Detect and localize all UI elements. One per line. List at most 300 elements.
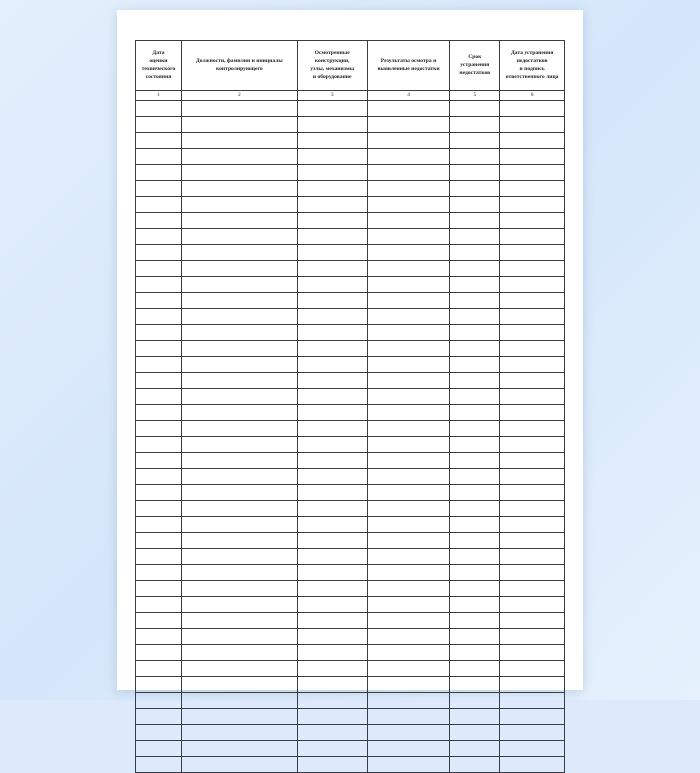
table-cell[interactable] xyxy=(500,309,565,325)
table-cell[interactable] xyxy=(367,165,450,181)
table-cell[interactable] xyxy=(297,709,367,725)
table-cell[interactable] xyxy=(500,725,565,741)
table-cell[interactable] xyxy=(450,645,500,661)
table-cell[interactable] xyxy=(450,453,500,469)
table-cell[interactable] xyxy=(297,437,367,453)
table-cell[interactable] xyxy=(450,245,500,261)
table-cell[interactable] xyxy=(181,181,297,197)
table-cell[interactable] xyxy=(136,133,182,149)
table-cell[interactable] xyxy=(181,533,297,549)
table-cell[interactable] xyxy=(367,261,450,277)
table-cell[interactable] xyxy=(181,117,297,133)
table-row[interactable] xyxy=(136,357,565,373)
table-cell[interactable] xyxy=(367,245,450,261)
table-cell[interactable] xyxy=(297,565,367,581)
table-cell[interactable] xyxy=(297,101,367,117)
table-cell[interactable] xyxy=(136,501,182,517)
table-cell[interactable] xyxy=(181,309,297,325)
table-cell[interactable] xyxy=(181,597,297,613)
table-row[interactable] xyxy=(136,293,565,309)
table-cell[interactable] xyxy=(450,661,500,677)
table-cell[interactable] xyxy=(297,421,367,437)
table-cell[interactable] xyxy=(367,181,450,197)
table-cell[interactable] xyxy=(450,101,500,117)
table-cell[interactable] xyxy=(136,213,182,229)
table-cell[interactable] xyxy=(181,565,297,581)
table-cell[interactable] xyxy=(500,661,565,677)
table-cell[interactable] xyxy=(450,677,500,693)
table-cell[interactable] xyxy=(297,693,367,709)
table-cell[interactable] xyxy=(367,405,450,421)
table-cell[interactable] xyxy=(297,741,367,757)
table-cell[interactable] xyxy=(450,213,500,229)
table-cell[interactable] xyxy=(450,629,500,645)
table-cell[interactable] xyxy=(297,117,367,133)
table-cell[interactable] xyxy=(367,213,450,229)
table-cell[interactable] xyxy=(450,501,500,517)
table-cell[interactable] xyxy=(297,197,367,213)
table-cell[interactable] xyxy=(181,341,297,357)
table-row[interactable] xyxy=(136,309,565,325)
table-cell[interactable] xyxy=(136,661,182,677)
table-cell[interactable] xyxy=(500,277,565,293)
table-cell[interactable] xyxy=(367,373,450,389)
table-cell[interactable] xyxy=(136,581,182,597)
table-cell[interactable] xyxy=(181,645,297,661)
table-cell[interactable] xyxy=(367,389,450,405)
table-cell[interactable] xyxy=(136,645,182,661)
table-row[interactable] xyxy=(136,389,565,405)
table-cell[interactable] xyxy=(297,469,367,485)
table-cell[interactable] xyxy=(181,501,297,517)
table-cell[interactable] xyxy=(500,741,565,757)
table-cell[interactable] xyxy=(450,757,500,773)
table-cell[interactable] xyxy=(181,149,297,165)
table-cell[interactable] xyxy=(181,629,297,645)
table-cell[interactable] xyxy=(450,117,500,133)
table-cell[interactable] xyxy=(136,293,182,309)
table-header xyxy=(136,41,565,101)
table-row[interactable] xyxy=(136,645,565,661)
table-cell[interactable] xyxy=(181,101,297,117)
table-row[interactable] xyxy=(136,757,565,773)
table-cell[interactable] xyxy=(181,693,297,709)
table-cell[interactable] xyxy=(136,229,182,245)
table-cell[interactable] xyxy=(450,421,500,437)
table-cell[interactable] xyxy=(450,549,500,565)
table-cell[interactable] xyxy=(136,421,182,437)
table-cell[interactable] xyxy=(500,469,565,485)
table-cell[interactable] xyxy=(367,453,450,469)
table-row[interactable] xyxy=(136,149,565,165)
table-cell[interactable] xyxy=(367,677,450,693)
table-row[interactable] xyxy=(136,325,565,341)
table-cell[interactable] xyxy=(297,389,367,405)
table-cell[interactable] xyxy=(181,581,297,597)
table-cell[interactable] xyxy=(450,357,500,373)
table-cell[interactable] xyxy=(450,437,500,453)
table-cell[interactable] xyxy=(297,261,367,277)
table-cell[interactable] xyxy=(367,709,450,725)
table-cell[interactable] xyxy=(500,261,565,277)
table-cell[interactable] xyxy=(181,709,297,725)
table-cell[interactable] xyxy=(297,629,367,645)
table-cell[interactable] xyxy=(136,405,182,421)
table-cell[interactable] xyxy=(450,261,500,277)
table-row[interactable] xyxy=(136,677,565,693)
table-cell[interactable] xyxy=(297,613,367,629)
table-row[interactable] xyxy=(136,277,565,293)
table-cell[interactable] xyxy=(297,533,367,549)
table-cell[interactable] xyxy=(450,693,500,709)
table-cell[interactable] xyxy=(367,101,450,117)
table-cell[interactable] xyxy=(367,229,450,245)
table-cell[interactable] xyxy=(367,357,450,373)
table-row[interactable] xyxy=(136,517,565,533)
table-cell[interactable] xyxy=(367,613,450,629)
table-cell[interactable] xyxy=(297,357,367,373)
table-row[interactable] xyxy=(136,709,565,725)
table-cell[interactable] xyxy=(450,581,500,597)
table-cell[interactable] xyxy=(136,181,182,197)
table-cell[interactable] xyxy=(297,149,367,165)
table-cell[interactable] xyxy=(136,485,182,501)
table-cell[interactable] xyxy=(450,229,500,245)
table-cell[interactable] xyxy=(367,517,450,533)
table-cell[interactable] xyxy=(450,181,500,197)
table-cell[interactable] xyxy=(181,437,297,453)
table-row[interactable] xyxy=(136,437,565,453)
table-cell[interactable] xyxy=(136,373,182,389)
table-cell[interactable] xyxy=(500,405,565,421)
table-cell[interactable] xyxy=(136,597,182,613)
table-cell[interactable] xyxy=(297,453,367,469)
table-cell[interactable] xyxy=(450,533,500,549)
table-cell[interactable] xyxy=(500,629,565,645)
table-cell[interactable] xyxy=(450,565,500,581)
table-cell[interactable] xyxy=(181,229,297,245)
table-cell[interactable] xyxy=(500,517,565,533)
table-cell[interactable] xyxy=(367,757,450,773)
table-cell[interactable] xyxy=(367,661,450,677)
table-cell[interactable] xyxy=(500,581,565,597)
table-cell[interactable] xyxy=(367,149,450,165)
table-row[interactable] xyxy=(136,501,565,517)
table-row[interactable] xyxy=(136,213,565,229)
table-cell[interactable] xyxy=(181,133,297,149)
table-cell[interactable] xyxy=(500,181,565,197)
table-cell[interactable] xyxy=(181,549,297,565)
table-cell[interactable] xyxy=(500,389,565,405)
table-cell[interactable] xyxy=(367,725,450,741)
table-cell[interactable] xyxy=(367,309,450,325)
table-row[interactable] xyxy=(136,693,565,709)
table-row[interactable] xyxy=(136,133,565,149)
table-cell[interactable] xyxy=(500,757,565,773)
table-cell[interactable] xyxy=(181,277,297,293)
table-cell[interactable] xyxy=(450,469,500,485)
table-cell[interactable] xyxy=(450,405,500,421)
table-cell[interactable] xyxy=(136,613,182,629)
table-cell[interactable] xyxy=(297,677,367,693)
table-cell[interactable] xyxy=(136,357,182,373)
table-cell[interactable] xyxy=(136,741,182,757)
table-cell[interactable] xyxy=(500,501,565,517)
table-cell[interactable] xyxy=(136,709,182,725)
table-cell[interactable] xyxy=(297,325,367,341)
table-cell[interactable] xyxy=(450,709,500,725)
table-cell[interactable] xyxy=(136,677,182,693)
table-cell[interactable] xyxy=(297,645,367,661)
table-cell[interactable] xyxy=(181,197,297,213)
table-cell[interactable] xyxy=(181,389,297,405)
table-cell[interactable] xyxy=(181,357,297,373)
table-cell[interactable] xyxy=(136,725,182,741)
table-row[interactable] xyxy=(136,421,565,437)
table-cell[interactable] xyxy=(500,453,565,469)
table-cell[interactable] xyxy=(181,293,297,309)
table-row[interactable] xyxy=(136,197,565,213)
table-cell[interactable] xyxy=(136,117,182,133)
table-cell[interactable] xyxy=(367,293,450,309)
table-cell[interactable] xyxy=(136,325,182,341)
header-line: технического xyxy=(141,66,176,72)
table-cell[interactable] xyxy=(181,661,297,677)
table-cell[interactable] xyxy=(450,725,500,741)
table-cell[interactable] xyxy=(450,613,500,629)
table-cell[interactable] xyxy=(500,485,565,501)
table-cell[interactable] xyxy=(297,133,367,149)
table-cell[interactable] xyxy=(450,133,500,149)
table-cell[interactable] xyxy=(450,597,500,613)
table-cell[interactable] xyxy=(450,293,500,309)
table-cell[interactable] xyxy=(367,501,450,517)
table-cell[interactable] xyxy=(500,325,565,341)
table-cell[interactable] xyxy=(297,501,367,517)
table-cell[interactable] xyxy=(450,485,500,501)
table-cell[interactable] xyxy=(181,613,297,629)
table-cell[interactable] xyxy=(500,245,565,261)
table-cell[interactable] xyxy=(500,165,565,181)
table-cell[interactable] xyxy=(297,341,367,357)
table-cell[interactable] xyxy=(500,117,565,133)
table-row[interactable] xyxy=(136,117,565,133)
table-cell[interactable] xyxy=(297,757,367,773)
table-cell[interactable] xyxy=(136,549,182,565)
table-cell[interactable] xyxy=(450,389,500,405)
table-cell[interactable] xyxy=(367,341,450,357)
table-cell[interactable] xyxy=(367,565,450,581)
table-cell[interactable] xyxy=(500,229,565,245)
table-cell[interactable] xyxy=(136,757,182,773)
table-cell[interactable] xyxy=(500,709,565,725)
table-cell[interactable] xyxy=(500,677,565,693)
table-cell[interactable] xyxy=(181,405,297,421)
table-row[interactable] xyxy=(136,101,565,117)
table-cell[interactable] xyxy=(297,309,367,325)
table-row[interactable] xyxy=(136,405,565,421)
table-row[interactable] xyxy=(136,629,565,645)
table-cell[interactable] xyxy=(367,693,450,709)
table-row[interactable] xyxy=(136,661,565,677)
table-cell[interactable] xyxy=(297,485,367,501)
table-row[interactable] xyxy=(136,725,565,741)
table-row[interactable] xyxy=(136,165,565,181)
table-cell[interactable] xyxy=(136,341,182,357)
table-cell[interactable] xyxy=(450,309,500,325)
table-cell[interactable] xyxy=(367,549,450,565)
table-cell[interactable] xyxy=(181,677,297,693)
table-cell[interactable] xyxy=(450,165,500,181)
table-cell[interactable] xyxy=(367,629,450,645)
table-cell[interactable] xyxy=(367,117,450,133)
table-cell[interactable] xyxy=(500,373,565,389)
table-cell[interactable] xyxy=(367,133,450,149)
table-cell[interactable] xyxy=(367,581,450,597)
table-row[interactable] xyxy=(136,581,565,597)
table-cell[interactable] xyxy=(136,245,182,261)
table-cell[interactable] xyxy=(181,453,297,469)
table-cell[interactable] xyxy=(136,693,182,709)
table-row[interactable] xyxy=(136,341,565,357)
table-cell[interactable] xyxy=(181,469,297,485)
table-cell[interactable] xyxy=(297,373,367,389)
table-cell[interactable] xyxy=(500,437,565,453)
table-cell[interactable] xyxy=(136,437,182,453)
table-row[interactable] xyxy=(136,373,565,389)
table-cell[interactable] xyxy=(297,181,367,197)
table-cell[interactable] xyxy=(450,373,500,389)
table-cell[interactable] xyxy=(297,517,367,533)
table-cell[interactable] xyxy=(181,165,297,181)
table-cell[interactable] xyxy=(136,277,182,293)
table-cell[interactable] xyxy=(450,341,500,357)
table-cell[interactable] xyxy=(181,485,297,501)
table-cell[interactable] xyxy=(367,197,450,213)
table-row[interactable] xyxy=(136,229,565,245)
table-cell[interactable] xyxy=(367,421,450,437)
table-row[interactable] xyxy=(136,453,565,469)
table-cell[interactable] xyxy=(136,309,182,325)
table-cell[interactable] xyxy=(136,565,182,581)
table-cell[interactable] xyxy=(297,549,367,565)
table-cell[interactable] xyxy=(136,101,182,117)
table-cell[interactable] xyxy=(367,533,450,549)
table-cell[interactable] xyxy=(367,645,450,661)
table-cell[interactable] xyxy=(450,517,500,533)
table-cell[interactable] xyxy=(500,213,565,229)
table-cell[interactable] xyxy=(136,469,182,485)
table-cell[interactable] xyxy=(181,757,297,773)
table-row[interactable] xyxy=(136,613,565,629)
table-cell[interactable] xyxy=(136,149,182,165)
table-cell[interactable] xyxy=(500,597,565,613)
table-cell[interactable] xyxy=(450,741,500,757)
header-line: состояния xyxy=(145,74,172,81)
table-row[interactable] xyxy=(136,533,565,549)
table-cell[interactable] xyxy=(367,277,450,293)
table-cell[interactable] xyxy=(297,597,367,613)
table-row[interactable] xyxy=(136,181,565,197)
table-cell[interactable] xyxy=(136,197,182,213)
table-row[interactable] xyxy=(136,245,565,261)
table-cell[interactable] xyxy=(136,629,182,645)
table-cell[interactable] xyxy=(367,597,450,613)
table-cell[interactable] xyxy=(450,149,500,165)
table-cell[interactable] xyxy=(181,373,297,389)
table-cell[interactable] xyxy=(297,213,367,229)
journal-table xyxy=(135,40,565,773)
table-cell[interactable] xyxy=(500,565,565,581)
column-header-inspection-results xyxy=(367,41,450,91)
table-cell[interactable] xyxy=(367,469,450,485)
table-cell[interactable] xyxy=(500,421,565,437)
table-cell[interactable] xyxy=(136,261,182,277)
table-cell[interactable] xyxy=(297,229,367,245)
table-row[interactable] xyxy=(136,549,565,565)
table-cell[interactable] xyxy=(136,165,182,181)
table-cell[interactable] xyxy=(181,517,297,533)
table-cell[interactable] xyxy=(500,149,565,165)
table-cell[interactable] xyxy=(500,645,565,661)
table-row[interactable] xyxy=(136,741,565,757)
table-cell[interactable] xyxy=(136,453,182,469)
table-cell[interactable] xyxy=(181,421,297,437)
table-cell[interactable] xyxy=(367,437,450,453)
table-cell[interactable] xyxy=(297,405,367,421)
table-cell[interactable] xyxy=(136,389,182,405)
table-cell[interactable] xyxy=(297,245,367,261)
table-row[interactable] xyxy=(136,485,565,501)
table-cell[interactable] xyxy=(297,277,367,293)
table-cell[interactable] xyxy=(500,533,565,549)
column-header-fix-deadline xyxy=(450,41,500,91)
table-cell[interactable] xyxy=(181,741,297,757)
table-cell[interactable] xyxy=(500,357,565,373)
table-cell[interactable] xyxy=(500,293,565,309)
table-cell[interactable] xyxy=(500,133,565,149)
table-cell[interactable] xyxy=(500,197,565,213)
table-row[interactable] xyxy=(136,469,565,485)
table-cell[interactable] xyxy=(367,325,450,341)
table-cell[interactable] xyxy=(367,485,450,501)
table-cell[interactable] xyxy=(450,325,500,341)
table-cell[interactable] xyxy=(297,581,367,597)
table-cell[interactable] xyxy=(297,293,367,309)
table-cell[interactable] xyxy=(297,725,367,741)
table-cell[interactable] xyxy=(367,741,450,757)
table-cell[interactable] xyxy=(500,693,565,709)
table-cell[interactable] xyxy=(500,613,565,629)
table-cell[interactable] xyxy=(450,277,500,293)
table-cell[interactable] xyxy=(181,261,297,277)
table-row[interactable] xyxy=(136,261,565,277)
table-cell[interactable] xyxy=(450,197,500,213)
table-cell[interactable] xyxy=(500,101,565,117)
table-cell[interactable] xyxy=(136,533,182,549)
table-cell[interactable] xyxy=(181,213,297,229)
table-cell[interactable] xyxy=(297,165,367,181)
table-row[interactable] xyxy=(136,565,565,581)
table-cell[interactable] xyxy=(297,661,367,677)
table-cell[interactable] xyxy=(181,245,297,261)
table-cell[interactable] xyxy=(500,549,565,565)
table-cell[interactable] xyxy=(181,725,297,741)
table-cell[interactable] xyxy=(136,517,182,533)
table-row[interactable] xyxy=(136,597,565,613)
table-cell[interactable] xyxy=(500,341,565,357)
table-cell[interactable] xyxy=(181,325,297,341)
